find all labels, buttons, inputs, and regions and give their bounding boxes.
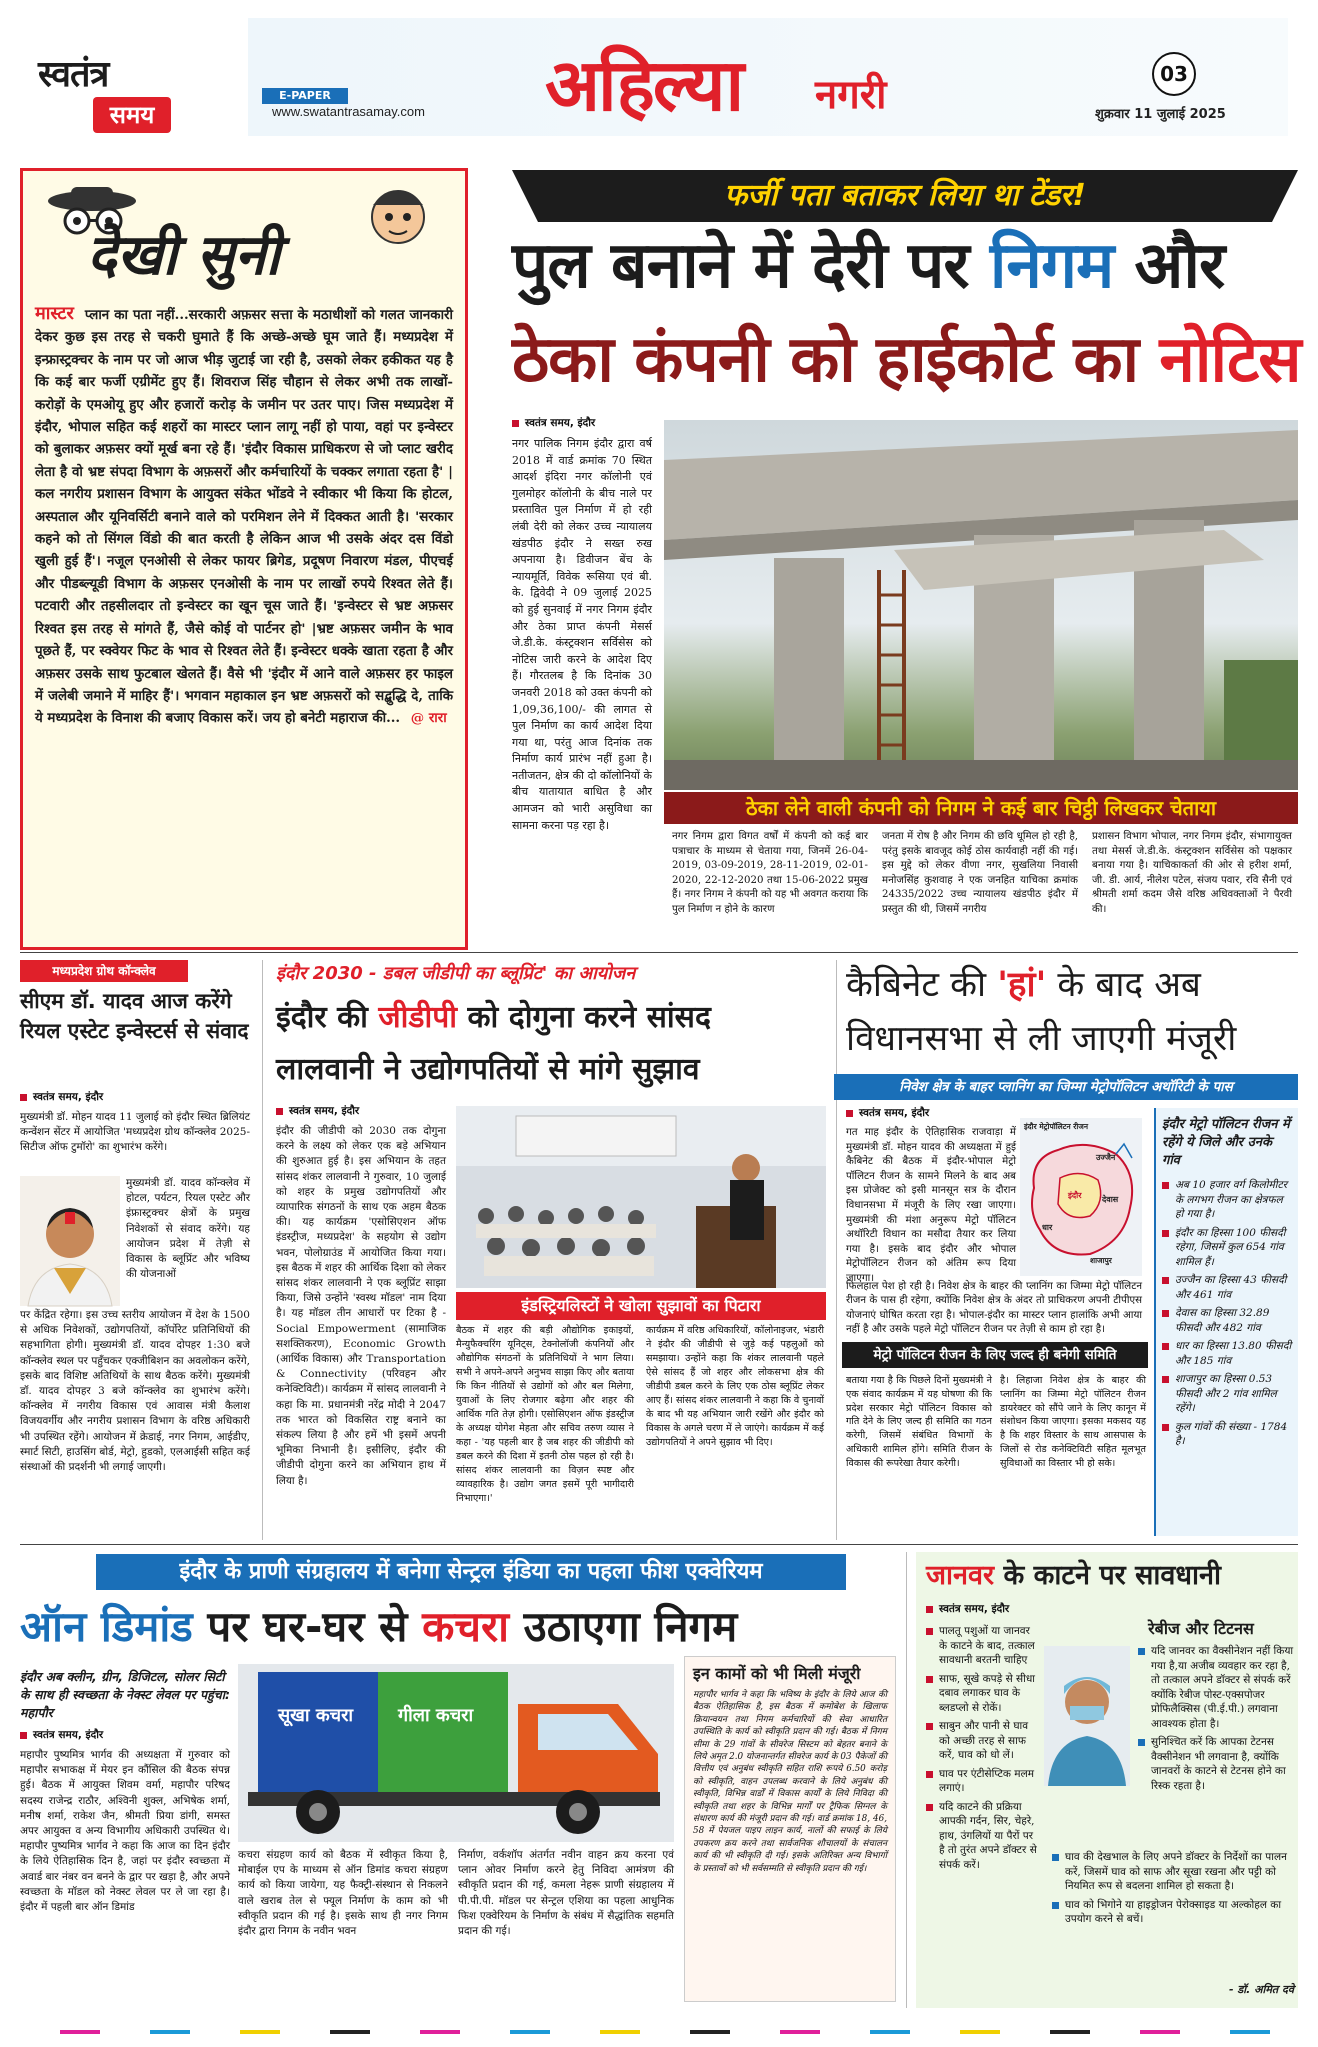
garbage-side-title: इन कामों को भी मिली मंजूरी bbox=[693, 1664, 861, 1683]
dog-col1-list bbox=[926, 1624, 1038, 1876]
metro-sub-col1: बताया गया है कि पिछले दिनों मुख्यमंत्री ने एक संवाद कार्यक्रम में यह घोषणा की कि प्रदेश सरकार मेट्रो पॉलिटन विकास को गति देने के लिए जल्द ही समिति का गठन करेगी, जिसमें संबंधित विभागों के अधिकारी शामिल होंगे। समिति रीजन के विकास की रूपरेखा तैयार करेगी। bbox=[846, 1375, 992, 1469]
lead-kicker-bar bbox=[512, 170, 1298, 222]
cm-body-top: मुख्यमंत्री डॉ. मोहन यादव 11 जुलाई को इंदौर स्थित ब्रिलियंट कन्वेंशन सेंटर में आयोजित 'मध्यप्रदेश ग्रोथ कॉन्क्लेव 2025- सिटीज ऑफ टुमॉरो' का शुभारंभ करेंगे। bbox=[20, 1111, 250, 1154]
rule-gdp-metro bbox=[836, 960, 837, 1540]
gdp-sub-col2: कार्यक्रम में वरिष्ठ अधिकारियों, कॉलोनाइजर, भंडारी ने इंदौर की जीडीपी से जुड़े कई पहलुओं को समझाया। उन्होंने कहा कि शंकर लालवानी पहले ऐसे सांसद हैं जो शहर और लोकसभा क्षेत्र की जीडीपी डबल करने के लिए एक ठोस ब्लूप्रिंट लेकर आए हैं। सांसद शंकर लालवानी ने कहा कि वे चुनावों के बाद भी यह अभियान जारी रखेंगे और इंदौर को विकास के अगले चरण में ले जाएंगे। कार्यक्रम में कई उद्योगपतियों ने अपने सुझाव भी दिए। bbox=[646, 1325, 824, 1448]
cm-body-side: मुख्यमंत्री डॉ. यादव कॉन्क्लेव में होटल, पर्यटन, रियल एस्टेट और इंफ्रास्ट्रक्चर क्षेत्रों के प्रमुख निवेशकों से संवाद करेंगे। यह आयोजन प्रदेश में तेज़ी से विकास के ब्लूप्रिंट और भविष्य की योजनाओं bbox=[126, 1177, 250, 1281]
dog-headline: जानवर के काटने पर सावधानी bbox=[926, 1560, 1221, 1591]
dekhi-suni-title: देखी सुनी bbox=[87, 223, 280, 288]
truck-label-wet: गीला कचरा bbox=[398, 1705, 474, 1726]
metro-box-title: इंदौर मेट्रो पॉलिटन रीजन में रहेंगे ये जिले और उनके गांव bbox=[1162, 1117, 1290, 1168]
gdp-body-col1: इंदौर की जीडीपी को 2030 तक दोगुना करने के लक्ष्य को लेकर एक बड़े अभियान की शुरुआत हुई है। इस अभियान के तहत सांसद शंकर लालवानी ने गुरुवार, 10 जुलाई को शहर के प्रमुख उद्योगपतियों और व्यापारिक संगठनों के साथ एक अहम बैठक की। यह कार्यक्रम 'एसोसिएशन ऑफ इंडस्ट्रीज, मध्यप्रदेश' के सहयोग से उद्योग भवन, पोलोग्राउंड में आयोजित किया गया। इस बैठक में शहर की आर्थिक दिशा को लेकर सांसद शंकर लालवानी ने एक ब्लूप्रिंट साझा किया, जिसे उन्होंने 'स्वस्थ मॉडल' नाम दिया है। यह मॉडल तीन आधारों पर टिका है - Social Empowerment (सामाजिक सशक्तिकरण), Economic Growth (आर्थिक विकास) और Transportation & Connectivity (परिवहन और कनेक्टिविटी)। कार्यक्रम में सांसद लालवानी ने कहा कि मा. प्रधानमंत्री नरेंद्र मोदी ने 2047 तक भारत को विकसित राष्ट्र बनाने का संकल्प लिया है और हमें भी इसमें अपनी भूमिका निभानी है। इसीलिए, इंदौर की जीडीपी दोगुना करने का अभियान हाथ में लिया है। bbox=[276, 1125, 446, 1487]
metro-sub-col2: है। लिहाजा निवेश क्षेत्र के बाहर की प्लानिंग का जिम्मा मेट्रो पॉलिटन रीजन डायरेक्टर को सौंपे जाने के लिए कानून में संशोधन किया जाएगा। इसका मकसद यह है कि शहर विस्तार के साथ आसपास के जिलों से रोड कनेक्टिविटी सहित मूलभूत सुविधाओं का विस्तार भी हो सके। bbox=[1000, 1375, 1146, 1469]
gdp-sub-col1: बैठक में शहर की बड़ी औद्योगिक इकाइयों, मैन्युफैक्चरिंग यूनिट्स, टेक्नोलॉजी कंपनियों और औद्योगिक संगठनों के प्रतिनिधियों ने भाग लिया। सभी ने अपने-अपने अनुभव साझा किए और बताया कि किन नीतियों से उद्योगों को और बल मिलेगा, युवाओं के लिए रोजगार बढ़ेगा और शहर की आर्थिक गति तेज़ होगी। एसोसिएशन ऑफ इंडस्ट्रीज के अध्यक्ष योगेश मेहता और सचिव तरुण व्यास ने कहा - 'यह पहली बार है जब शहर की जीडीपी को डबल करने की दिशा में इतनी ठोस पहल हो रही है। सांसद शंकर लालवानी का विज़न स्पष्ट और व्यावहारिक है। उद्योग जगत इसमें पूरी भागीदारी निभाएगा।' bbox=[456, 1325, 634, 1504]
list-item: देवास का हिस्सा 32.89 फीसदी और 482 गांव bbox=[1162, 1306, 1292, 1335]
list-item: धार का हिस्सा 13.80 फीसदी और 185 गांव bbox=[1162, 1339, 1292, 1368]
brand-line1: स्वतंत्र bbox=[38, 54, 109, 95]
garbage-sidebar bbox=[684, 1656, 896, 2002]
brand-line2-box bbox=[93, 97, 171, 133]
lead-headline-line2: ठेका कंपनी को हाईकोर्ट का नोटिस bbox=[512, 323, 1301, 397]
rule-upper bbox=[20, 952, 1298, 953]
dekhi-suni-body: प्लान का पता नहीं...सरकारी अफ़सर सत्ता के मठाधीशों को गलत जानकारी देकर कुछ इस तरह से चकरी घुमाते हैं कि अच्छे-अच्छे घूम जाते हैं। मध्यप्रदेश में इन्फ्रास्ट्रक्चर के नाम पर जो आज भीड़ जुटाई जा रही है, उसको लेकर हकीकत यह है कि कई बार फर्जी एग्रीमेंट हुए हैं। शिवराज सिंह चौहान से लेकर अभी तक लाखों-करोड़ों के एमओयू हुए और हजारों करोड़ के जमीन पर उतर पाए। जिस मध्यप्रदेश में इंदौर, भोपाल सहित कई शहरों का मास्टर प्लान लागू नहीं हो पाया, वहां पर इन्वेस्टर को बुलाकर अफ़सर क्यों मूर्ख बना रहे हैं। 'इंदौर विकास प्राधिकरण से जो प्लाट खरीद लेता है वो भ्रष्ट संपदा विभाग के अफ़सरों और कर्मचारियों के चक्कर लगाता रहता है' |कल नगरीय प्रशासन विभाग के आयुक्त संकेत भोंडवे ने स्वीकार भी किया कि होटल, अस्पताल और यूनिवर्सिटी बनाने वाले को परमिशन लेने में दिक्कत आती है। 'सरकार कहने को तो सिंगल विंडो की बात करती है लेकिन आज भी उसके अंदर दस विंडो खुली हुई हैं'। नजूल एनओसी से लेकर फायर ब्रिगेड, प्रदूषण निवारण मंडल, पीएचई और पीडब्ल्यूडी विभाग के अफ़सर एनओसी के नाम पर लाखों रुपये रिश्वत लेते हैं। पटवारी और तहसीलदार तो इन्वेस्टर का खून चूस जाते हैं। 'इन्वेस्टर से भ्रष्ट अफ़सर रिश्वत इस तरह से मांगते हैं, जैसे कोई वो पार्टनर हो' |भ्रष्ट अफ़सर जमीन के भाव पूछते हैं, पर स्क्वेयर फिट के भाव से रिश्वत लेते हैं। इन्वेस्टर धक्के खाता रहता है और अफ़सर उसके साथ फुटबाल खेलते हैं। वैसे भी 'इंदौर में आने वाले अफ़सर हर फाइल में जलेबी जमाने में माहिर हैं'। भगवान महाकाल इन भ्रष्ट अफ़सरों को सद्बुद्धि दे, ताकि ये मध्यप्रदेश के विनाश की बजाए विकास करें। जय हो बनेटी महाराज की... bbox=[35, 307, 453, 727]
dog-signature: - डॉ. अमित दवे bbox=[1228, 1983, 1294, 1996]
lead-headline-nigam: निगम bbox=[989, 229, 1114, 303]
list-item: साफ, सूखे कपड़े से सीधा दबाव लगाकर घाव के ब्लडप्लो से रोकें। bbox=[926, 1672, 1038, 1716]
list-item: घाव को भिगोने या हाइड्रोजन पेरोक्साइड या अल्कोहल का उपयोग करने से बचें। bbox=[1052, 1898, 1296, 1927]
truck-label-dry: सूखा कचरा bbox=[278, 1705, 354, 1726]
list-item: उज्जैन का हिस्सा 43 फीसदी और 461 गांव bbox=[1162, 1273, 1292, 1302]
list-item: घाव की देखभाल के लिए अपने डॉक्टर के निर्देशों का पालन करें, जिसमें घाव को साफ और सूखा रखना और पट्टी को नियमित रूप से बदलना शामिल हो सकता है। bbox=[1052, 1850, 1296, 1894]
list-item: साबुन और पानी से घाव को अच्छी तरह से साफ करें, घाव को धो लें। bbox=[926, 1719, 1038, 1763]
metro-district-box bbox=[1154, 1108, 1298, 1536]
list-item: इंदौर का हिस्सा 100 फीसदी रहेगा, जिसमें कुल 654 गांव शामिल हैं। bbox=[1162, 1226, 1292, 1270]
dog-byline: स्वतंत्र समय, इंदौर bbox=[926, 1602, 1009, 1616]
metro-district-list bbox=[1162, 1178, 1292, 1449]
dog-subtitle: रेबीज और टिटनस bbox=[1148, 1619, 1254, 1638]
brand-line2: समय bbox=[109, 101, 155, 129]
epaper-tag: E-PAPER bbox=[262, 88, 348, 104]
metro-region-map bbox=[1020, 1118, 1142, 1276]
flyover-construction-photo bbox=[664, 420, 1298, 790]
list-item: यदि जानवर का वैक्सीनेशन नहीं किया गया है,या अजीब व्यवहार कर रहा है, तो तत्काल अपने डॉक्टर से संपर्क करें क्योंकि रेबीज पोस्ट-एक्सपोजर प्रोफिलैक्सिस (पी.ई.पी.) लगवाना आवश्यक होता है। bbox=[1138, 1644, 1296, 1731]
map-label-dhar: धार bbox=[1042, 1223, 1053, 1232]
garbage-body-col3: निर्माण, वर्कशॉप अंतर्गत नवीन वाहन क्रय करना एवं प्लान ओवर निर्माण करने हेतु निविदा आमंत्रण की स्वीकृति प्रदान की गई, कमला नेहरू प्राणी संग्रहालय में पी.पी.पी. मॉडल पर सेन्ट्रल एशिया का पहला आधुनिक फिश एक्वेरियम के निर्माण के संबंध में सैद्धांतिक सहमति प्रदान की गई। bbox=[458, 1849, 674, 1938]
map-label-dewas: देवास bbox=[1102, 1195, 1119, 1204]
garbage-body-col1: महापौर पुष्यमित्र भार्गव की अध्यक्षता में गुरुवार को महापौर सभाकक्ष में मेयर इन कौंसिल की बैठक संपन्न हुई। बैठक में आयुक्त शिवम वर्मा, महापौर परिषद सदस्य राजेन्द्र राठौर, अश्विनी शुक्ल, अभिषेक शर्मा, मनीष शर्मा, राकेश जैन, श्रीमती प्रिया डांगी, समस्त अपर आयुक्त व अन्य विभागीय अधिकारी उपस्थित थे। महापौर पुष्यमित्र भार्गव ने कहा कि आज का दिन इंदौर के लिये ऐतिहासिक दिन है, जहां पर इंदौर स्वच्छता में अवार्ड बार नंबर वन बनने के द्वार पर खड़ा है, और अपने स्वच्छता के मॉडल को नेक्स्ट लेवल पर ले जा रहा है। इंदौर में पहली बार ऑन डिमांड bbox=[20, 1749, 230, 1914]
map-label-indore: इंदौर bbox=[1068, 1191, 1082, 1200]
cm-kicker: मध्यप्रदेश ग्रोथ कॉन्क्लेव bbox=[20, 960, 188, 982]
metro-body-wide: फिलहाल पेश हो रही है। निवेश क्षेत्र के बाहर की प्लानिंग का जिम्मा मेट्रो पॉलिटन रीजन के पास ही रहेगा, क्योंकि निवेश क्षेत्र के अंदर तो प्राधिकरण अपनी टीपीएस योजनाएं घोषित करता रहा है। भोपाल-इंदौर का मास्टर प्लान हालांकि अभी आया नहीं है और उसके पहले मेट्रो पॉलिटन रीजन पर तेज़ी से काम हो रहा है। bbox=[846, 1281, 1142, 1336]
rule-lower bbox=[20, 1544, 1298, 1545]
title-nagari: नगरी bbox=[815, 72, 887, 118]
page-number-circle bbox=[1152, 52, 1196, 96]
title-ahilya: अहिल्या bbox=[545, 43, 743, 127]
website-link[interactable]: www.swatantrasamay.com bbox=[272, 104, 425, 119]
dekhi-suni-lead-word: मास्टर bbox=[35, 303, 74, 324]
dekhi-suni-logo bbox=[23, 171, 465, 299]
metro-body: गत माह इंदौर के ऐतिहासिक राजवाड़ा में मुख्यमंत्री डॉ. मोहन यादव की अध्यक्षता में हुई कैबिनेट की बैठक में इंदौर-भोपाल मेट्रो पॉलिटन रीजन के सामने मिलने के बाद अब इस प्रोजेक्ट को इसी मानसून सत्र के दौरान विधानसभा में मंजूरी के लिए रखा जाएगा। मुख्यमंत्री की मंशा अनुरूप मेट्रो पॉलिटन अथॉरिटी विधान का मसौदा तैयार कर लिया गया है। इसके बाद इंदौर और भोपाल मेट्रोपॉलिटन रीजन को अंतिम रूप दिया जाएगा। bbox=[846, 1127, 1016, 1284]
page-number: 03 bbox=[1160, 62, 1188, 86]
lead-subhead: ठेका लेने वाली कंपनी को निगम ने कई बार चिट्ठी लिखकर चेताया bbox=[664, 792, 1298, 824]
print-registration-bar bbox=[0, 2022, 1318, 2032]
dekhi-suni-body-wrap bbox=[23, 299, 465, 730]
zoo-banner: इंदौर के प्राणी संग्रहालय में बनेगा सेन्ट्रल इंडिया का पहला फीश एक्वेरियम bbox=[96, 1554, 846, 1590]
dog-col2-list bbox=[1138, 1644, 1296, 1797]
face-cartoon-icon bbox=[353, 177, 443, 247]
gdp-subhead: इंडस्ट्रियलिस्टों ने खोला सुझावों का पिटारा bbox=[456, 1292, 826, 1320]
garbage-body-col2: कचरा संग्रहण कार्य को बैठक में स्वीकृत किया है, मोबाईल एप के माध्यम से ऑन डिमांड कचरा संग्रहण कार्य को किया जायेगा, यह फैक्ट्री-संस्थान से निकलने वाले खराब तेल से फ्यूल निर्माण के काम को भी स्वीकृति प्रदान की गई है। इसके साथ ही नगर निगम इंदौर द्वारा निगम के नवीन भवन bbox=[238, 1849, 448, 1938]
map-label-shajapur: शाजापुर bbox=[1090, 1256, 1112, 1265]
dekhi-suni-signature: @ रारा bbox=[410, 710, 447, 727]
issue-date: शुक्रवार 11 जुलाई 2025 bbox=[1095, 107, 1226, 122]
metro-subhead: मेट्रो पॉलिटन रीजन के लिए जल्द ही बनेगी समिति bbox=[842, 1342, 1148, 1368]
list-item: सुनिश्चित करें कि आपका टेटनस वैक्सीनेशन भी लगवाना है, क्योंकि जानवरों के काटने से टेटनस होने का रिस्क रहता है। bbox=[1138, 1735, 1296, 1793]
lead-kicker: फर्जी पता बताकर लिया था टेंडर! bbox=[724, 178, 1086, 213]
rule-cm-gdp bbox=[262, 960, 263, 1540]
lead-headline-notice: नोटिस bbox=[1159, 323, 1301, 397]
dog-bottom-list bbox=[1052, 1850, 1296, 1931]
garbage-truck-photo bbox=[238, 1664, 674, 1842]
gdp-byline: स्वतंत्र समय, इंदौर bbox=[276, 1104, 359, 1118]
gdp-headline-line2: लालवानी ने उद्योगपतियों से मांगे सुझाव bbox=[276, 1052, 700, 1087]
lead-sub-col1: नगर निगम द्वारा विगत वर्षों में कंपनी को कई बार पत्राचार के माध्यम से चेताया गया, जिनमें 26-04-2019, 03-09-2019, 28-11-2019, 02-01-2020, 22-12-2020 तथा 15-06-2022 प्रमुख हैं। नगर निगम ने कंपनी को यह भी अवगत कराया कि पुल निर्माण न होने के कारण bbox=[672, 831, 868, 915]
gdp-meeting-photo bbox=[456, 1106, 826, 1288]
list-item: कुल गांवों की संख्या - 1784 है। bbox=[1162, 1420, 1292, 1449]
lead-headline-line1: पुल बनाने में देरी पर निगम और bbox=[512, 229, 1225, 303]
metro-headline-line1: कैबिनेट की 'हां' के बाद अब bbox=[846, 965, 1201, 1005]
gdp-kicker: इंदौर 2030 - डबल जीडीपी का ब्लूप्रिंट' का आयोजन bbox=[276, 963, 636, 984]
lead-body-col1: नगर पालिक निगम इंदौर द्वारा वर्ष 2018 में वार्ड क्रमांक 70 स्थित आदर्श इंदिरा नगर कॉलोनी एवं गुलमोहर कॉलोनी के बीच नाले पर प्रस्तावित पुल निर्माण में हो रही लंबी देरी को लेकर उच्च न्यायालय खंडपीठ इंदौर ने सख्त रुख अपनाया है। डिवीजन बेंच के न्यायमूर्ति, विवेक रूसिया एवं बी. के. द्विवेदी ने 09 जुलाई 2025 को हुई सुनवाई में नगर निगम इंदौर और ठेका प्राप्त कंपनी मेसर्स जे.डी.के. कंस्ट्रक्शन सर्विसेस को नोटिस जारी करने के आदेश दिए हैं। गौरतलब है कि दिनांक 30 जनवरी 2018 को उक्त कंपनी को 1,09,36,100/- की लागत से पुल निर्माण का कार्य आदेश दिया गया था, परंतु आज दिनांक तक निर्माण कार्य प्रारंभ नहीं हुआ है। नतीजतन, क्षेत्र की दो कॉलोनियों के बीच यातायात बाधित है और आमजन को भारी असुविधा का सामना करना पड़ रहा है। bbox=[512, 437, 652, 832]
cm-headline: सीएम डॉ. यादव आज करेंगे रियल एस्टेट इन्वेस्टर्स से संवाद bbox=[20, 989, 249, 1043]
lead-sub-col2: जनता में रोष है और निगम की छवि धूमिल हो रही है, परंतु इसके बावजूद कोई ठोस कार्यवाही नहीं की गई। इस मुद्दे को लेकर वीणा नगर, सुखलिया निवासी मनोजसिंह कुशवाह ने एक जनहित याचिका क्रमांक 24335/2022 उच्च न्यायालय खंडपीठ इंदौर में प्रस्तुत की थी, जिसमें नगरीय bbox=[882, 831, 1078, 915]
cm-portrait-photo bbox=[20, 1176, 120, 1306]
metro-strip: निवेश क्षेत्र के बाहर प्लानिंग का जिम्मा मेट्रोपॉलिटन अथॉरिटी के पास bbox=[834, 1074, 1298, 1100]
cm-body-bottom: पर केंद्रित रहेगा। इस उच्च स्तरीय आयोजन में देश के 1500 से अधिक निवेशकों, उद्योगपतियों, कॉर्पोरेट प्रतिनिधियों की सहभागिता होगी। मुख्यमंत्री डॉ. यादव दोपहर 1:30 बजे कॉन्क्लेव स्थल पर पहुँचकर एक्जीबिशन का अवलोकन करेंगे, इसके बाद विशिष्ट अतिथियों के साथ बैठक करेंगे। मुख्यमंत्री डॉ. यादव दोपहर 3 बजे कॉन्क्लेव का शुभारंभ करेंगे। कॉन्क्लेव में नगरीय विकास एवं आवास मंत्री कैलाश विजयवर्गीय और नगरीय प्रशासन विभाग के वरिष्ठ अधिकारी भी उपस्थित रहेंगे। आयोजन में क्रेडाई, नगर निगम, आईडीए, स्मार्ट सिटी, हाउसिंग बोर्ड, मेट्रो, हुडको, एलआईसी सहित कई संस्थाओं की प्रदर्शनी भी लगाई जाएगी। bbox=[20, 1309, 250, 1474]
doctor-photo bbox=[1044, 1646, 1130, 1786]
metro-headline-line2: विधानसभा से ली जाएगी मंजूरी bbox=[846, 1019, 1237, 1059]
metro-byline: स्वतंत्र समय, इंदौर bbox=[846, 1106, 929, 1120]
dekhi-suni-column bbox=[20, 168, 468, 950]
map-label-ujjain: उज्जैन bbox=[1096, 1153, 1116, 1162]
list-item: शाजापुर का हिस्सा 0.53 फीसदी और 2 गांव शामिल रहेंगे। bbox=[1162, 1372, 1292, 1416]
cm-byline: स्वतंत्र समय, इंदौर bbox=[20, 1090, 103, 1104]
rule-garbage-dog bbox=[906, 1552, 907, 2008]
garbage-kicker: इंदौर अब क्लीन, ग्रीन, डिजिटल, सोलर सिटी के साथ ही स्वच्छता के नेक्स्ट लेवल पर पहुंचा: महापौर bbox=[20, 1669, 230, 1720]
garbage-byline: स्वतंत्र समय, इंदौर bbox=[20, 1728, 103, 1742]
brand-logo bbox=[38, 55, 178, 150]
masthead bbox=[0, 0, 1318, 160]
lead-byline: स्वतंत्र समय, इंदौर bbox=[512, 416, 595, 430]
gdp-headline-line1: इंदौर की जीडीपी को दोगुना करने सांसद bbox=[276, 1000, 711, 1035]
garbage-side-body: महापौर भार्गव ने कहा कि भविष्य के इंदौर के लिये आज की बैठक ऐतिहासिक है, इस बैठक में कमोबेश के खिलाफ क्रियान्वयन तथा निगम कर्मचारियों की सेवा आधारित उपस्थिति के कार्य को स्वीकृति प्रदान की गई। बैठक में निगम सीमा के 29 गांवों के सीवरेज सिस्टम को बेहतर बनाने के लिये अमृत 2.0 योजनान्तर्गत सीवरेज कार्य के 03 पैकेजों की वित्तीय एवं अनुबंध स्वीकृति सहित राशि रूपये 6.50 करोड़ को स्वीकृति, वाहन उपलब्ध करवाने के लिये अनुबंध की स्वीकृति, विभिन्न वार्डों में विकास कार्यों के लिये निविदा की स्वीकृति तथा शहर के विभिन्न मार्गों पर ट्रैफिक सिग्नल के संधारण कार्य की मंजूरी प्रदान की गई। वार्ड क्रमांक 18, 46, 58 में पेयजल पाइप लाइन कार्य, नालों की सफाई के लिये उपकरण क्रय करने तथा सार्वजनिक शौचालयों के संचालन कार्य की भी स्वीकृति दी गई। इसके अतिरिक्त अन्य विभागों के प्रस्तावों को भी सर्वसम्मति से स्वीकृति प्रदान की गई। bbox=[693, 1690, 887, 1874]
list-item: अब 10 हजार वर्ग किलोमीटर के लगभग रीजन का क्षेत्रफल हो गया है। bbox=[1162, 1178, 1292, 1222]
map-label-region: इंदौर मेट्रोपॉलिटन रीजन bbox=[1024, 1122, 1089, 1131]
lead-sub-col3: प्रशासन विभाग भोपाल, नगर निगम इंदौर, संभागायुक्त तथा मेसर्स जे.डी.के. कंस्ट्रक्शन सर्विसेस को पक्षकार बनाया गया है। याचिकाकर्ता की ओर से हरीश शर्मा, जी. डी. आर्य, नीलेश पटेल, संजय पवार, रवि सैनी एवं श्रीमती शर्मा कदम जैसे वरिष्ठ अधिवक्ताओं ने पैरवी की। bbox=[1092, 831, 1292, 915]
list-item: पालतू पशुओं या जानवर के काटने के बाद, तत्काल सावधानी बरतनी चाहिए bbox=[926, 1624, 1038, 1668]
garbage-headline: ऑन डिमांड पर घर-घर से कचरा उठाएगा निगम bbox=[20, 1602, 738, 1651]
list-item: यदि काटने की प्रक्रिया आपकी गर्दन, सिर, चेहरे, हाथ, उंगलियों या पैरों पर है तो तुरंत अपने डॉक्टर से संपर्क करें। bbox=[926, 1800, 1038, 1873]
list-item: घाव पर एंटीसेप्टिक मलम लगाएं। bbox=[926, 1767, 1038, 1796]
